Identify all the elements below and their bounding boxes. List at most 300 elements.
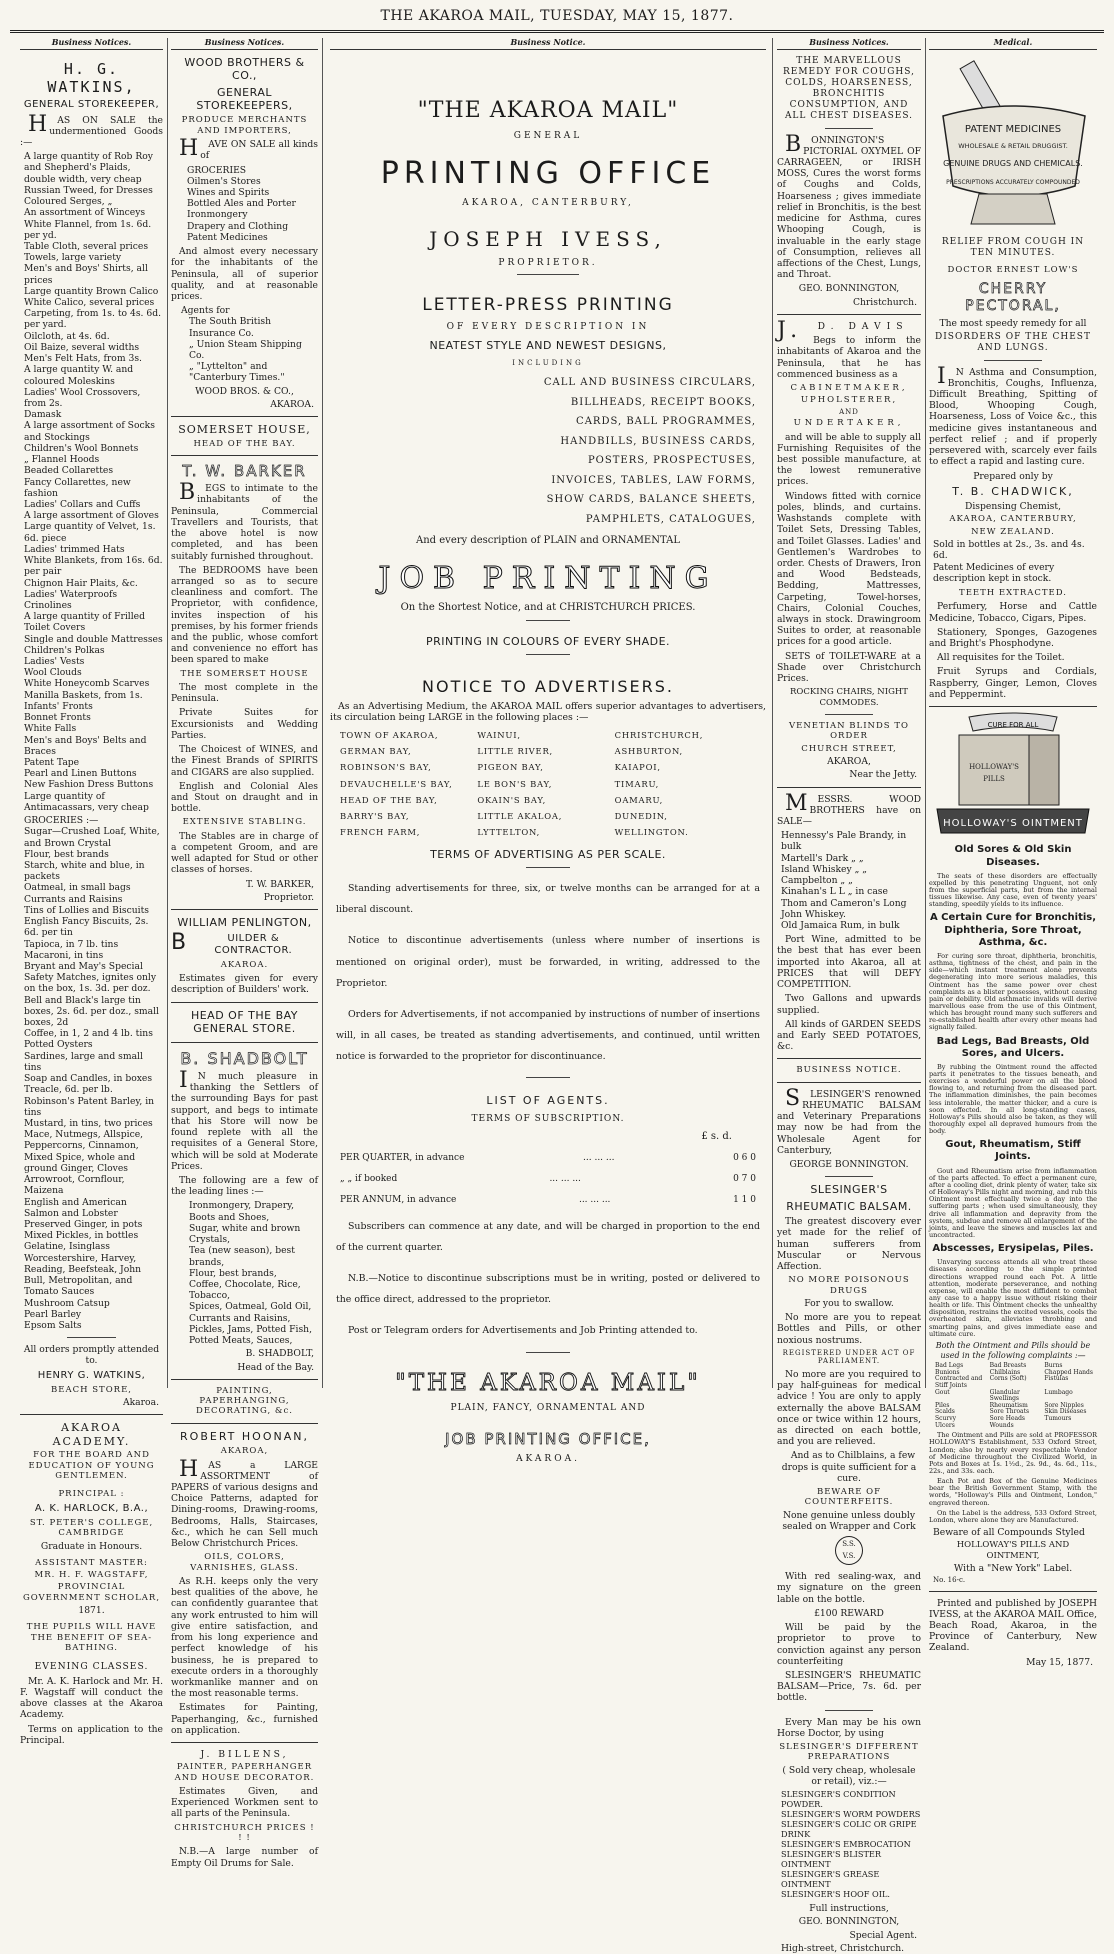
column-heading: Business Notice. (330, 38, 766, 50)
list-item: Beaded Collarettes (24, 465, 114, 477)
speedy-line: The most speedy remedy for all (939, 318, 1087, 330)
town-item: TOWN OF AKAROA, (340, 729, 439, 740)
list-item: Children's Polkas (24, 644, 105, 656)
complaint-item: Glandular Swellings (989, 1388, 1020, 1403)
printing-lines (330, 373, 766, 529)
complaint-item: Burns (1044, 1362, 1063, 1370)
slesinger-agent: GEORGE BONNINGTON. (789, 1159, 909, 1171)
signature-name: HENRY G. WATKINS, (37, 1369, 146, 1381)
list-item: Ladies' Wool Crossovers, from 2s. (24, 386, 141, 409)
list-item: Ladies' trimmed Hats (24, 543, 125, 555)
neatest-style: NEATEST STYLE AND NEWEST DESIGNS, (429, 339, 667, 353)
hoonan-text: As R.H. keeps only the very best qualities of the above, he can confidently guarantee that any work entrusted to him will give entire satisfaction, and from his long experience and perfect knowledge of his business, he is prepared to execute orders in a thoroughly workmanlike manner and on the most reasonable terms. (171, 1576, 318, 1700)
town-item: TIMARU, (614, 778, 660, 789)
list-item: White Flannel, from 1s. 6d. per yd. (24, 218, 152, 241)
town-item: CHRISTCHURCH, (614, 729, 704, 740)
stationery-text: Stationery, Sponges, Gazogenes and Bright's Phosphodyne. (929, 626, 1097, 649)
hoonan-text: HAS a LARGE ASSORTMENT of PAPERS of various designs and Choice Patterns, adapted for Dining-rooms, Drawing-rooms, Bedrooms, Halls, Staircases, &c., which he can Sell much Below Christchurch Prices. (171, 1456, 318, 1550)
cabinetmaker: CABINETMAKER, (790, 382, 908, 393)
principal-honours: Graduate in Honours. (40, 1540, 143, 1552)
masthead-rule (10, 30, 1104, 33)
list-item: SLESINGER'S HOOF OIL. (781, 1889, 891, 1900)
horse-doctor-text: Every Man may be his own Horse Doctor, by using (777, 1716, 921, 1739)
subscription-label: PER QUARTER, in advance (340, 1152, 465, 1163)
patent-line: Patent Medicines of every description kept in stock. (933, 561, 1055, 584)
subscription-value: 1 1 0 (733, 1194, 756, 1205)
list-item: „ "Lyttelton" and "Canterbury Times." (189, 361, 285, 384)
complaint-item: Wounds (989, 1421, 1014, 1429)
proprietor-name: JOSEPH IVESS, (429, 227, 667, 252)
agents-heading: LIST OF AGENTS. (486, 1094, 610, 1108)
column-divider (322, 38, 323, 1388)
list-item: Epsom Salts (24, 1319, 82, 1331)
doctor-name: DOCTOR ERNEST LOW'S (947, 264, 1079, 275)
painting-title: PAINTING, PAPERHANGING, DECORATING, &c. (196, 1385, 293, 1417)
list-item: Wines and Spirits (187, 186, 270, 198)
bad-legs-text: By rubbing the Ointment round the affected parts it penetrates to the tissues beneath, and exercises a wonderful power on all the blood flowing to, and returning from the diseased part. The inflammation diminishes, the pain becomes less intolerable, the matter thicker, and a cure is soon effected. In all long-standing cases, Holloway's Pills should also be taken, as they will thoroughly expel all depraved humours from the body. (929, 1062, 1097, 1136)
town-item: WELLINGTON. (614, 827, 689, 838)
billens-subtitle: PAINTER, PAPERHANGER AND HOUSE DECORATOR. (174, 1762, 315, 1783)
list-item: English Fancy Biscuits, 2s. 6d. per tin (24, 916, 149, 939)
town-item: PIGEON BAY, (477, 762, 544, 773)
lsd-header: £ s. d. (701, 1130, 732, 1142)
town-item: KAIAPOI, (614, 762, 661, 773)
list-item: Pickles, Jams, Potted Fish, (189, 1323, 313, 1335)
wood-brothers-intro: MESSRS. WOOD BROTHERS have on SALE— (777, 790, 921, 828)
list-item: Mixed Pickles, in bottles (24, 1230, 139, 1242)
genuine-line: None genuine unless doubly sealed on Wrapper and Cork (782, 1509, 916, 1532)
billens-name: J. BILLENS, (200, 1749, 289, 1761)
town-item: WAINUI, (477, 729, 521, 740)
complaint-item: Sore Throats (989, 1408, 1030, 1416)
plain-fancy: PLAIN, FANCY, ORNAMENTAL AND (450, 1402, 646, 1413)
list-item: CALL AND BUSINESS CIRCULARS, (543, 377, 756, 389)
list-item: Oatmeal, in small bags (24, 882, 131, 894)
general-label: GENERAL (513, 130, 583, 141)
davis-text: Begs to inform the inhabitants of Akaroa and the Peninsula, that he has commenced business as a (777, 335, 921, 380)
hoonan-oils: OILS, COLORS, VARNISHES, GLASS. (190, 1552, 299, 1573)
list-item: Coffee, Chocolate, Rice, Tobacco, (189, 1278, 301, 1302)
list-item: Potted Meats, Sauces, (189, 1335, 293, 1347)
mail-heading: "THE AKAROA MAIL" (395, 1369, 701, 1396)
hoonan-town: AKAROA, (220, 1446, 269, 1457)
list-item: Sardines, large and small tins (24, 1050, 143, 1073)
bottles-text: No more are you to repeat Bottles and Pills, or other noxious nostrums. (777, 1312, 921, 1346)
syrups-text: Fruit Syrups and Cordials, Raspberry, Ginger, Lemon, Cloves and Peppermint. (929, 666, 1097, 700)
paper-title: "THE AKAROA MAIL" (417, 97, 679, 123)
business-notice: BUSINESS NOTICE. (796, 1065, 902, 1076)
complaint-item: Piles (935, 1401, 950, 1409)
list-item: Robinson's Patent Barley, in tins (24, 1095, 155, 1118)
divider (825, 1176, 874, 1177)
list-item: Ladies' Waterproofs (24, 588, 118, 600)
list-item: PAMPHLETS, CATALOGUES, (585, 513, 756, 525)
list-item: Thom and Cameron's Long John Whiskey. (781, 897, 907, 920)
divider (171, 455, 318, 456)
column-heading: Business Notices. (171, 38, 318, 50)
list-item: Pearl and Linen Buttons (24, 768, 137, 780)
list-item: White Honeycomb Scarves (24, 678, 150, 690)
price-text: SLESINGER'S RHEUMATIC BALSAM—Price, 7s. 6d. per bottle. (777, 1669, 921, 1704)
list-item: Ladies' Collars and Cuffs (24, 498, 141, 510)
signature-town: Akaroa. (122, 1397, 159, 1409)
list-item: „ Flannel Hoods (24, 454, 100, 466)
notice-heading: NOTICE TO ADVERTISERS. (422, 677, 674, 697)
list-item: Russian Tweed, for Dresses (24, 184, 153, 196)
town-item: OKAIN'S BAY, (477, 794, 547, 805)
list-item: Manilla Baskets, from 1s. (24, 689, 143, 701)
town-item: LYTTELTON, (477, 827, 541, 838)
seal-icon: S.S. V.S. (835, 1536, 863, 1565)
job-office-heading: JOB PRINTING OFFICE, (445, 1429, 651, 1448)
builder-town: AKAROA. (220, 959, 269, 970)
column-divider (772, 38, 773, 1388)
column-5 (929, 37, 1097, 1668)
groceries-heading: GROCERIES :— (24, 815, 99, 827)
divider (517, 274, 578, 275)
town-item: LE BON'S BAY, (477, 778, 553, 789)
complaint-item: Ulcers (935, 1421, 955, 1429)
list-item: Currants and Raisins (24, 893, 123, 905)
divider (929, 1591, 1097, 1592)
complaint-item: Bunions (935, 1368, 960, 1376)
divider (825, 1710, 874, 1711)
list-item: English and American Salmon and Lobster (24, 1196, 127, 1219)
complaint-item: Tumours (1044, 1415, 1072, 1423)
colours-line: PRINTING IN COLOURS OF EVERY SHADE. (425, 635, 671, 649)
list-item: Crinolines (24, 599, 72, 611)
list-item: Kinahan's L L „ in case (781, 886, 888, 898)
mortar-label: WHOLESALE & RETAIL DRUGGIST. (958, 141, 1068, 150)
town-item: OAMARU, (614, 794, 664, 805)
list-item: A large assortment of Socks and Stockings (24, 420, 155, 443)
swallow-line: For you to swallow. (804, 1297, 894, 1309)
divider (825, 714, 874, 715)
assistant-name: MR. H. F. WAGSTAFF, (34, 1570, 149, 1581)
mortar-label: PATENT MEDICINES (964, 123, 1062, 135)
builder-title: BUILDER & CONTRACTOR. (171, 929, 293, 956)
pectoral-heading: CHERRY PECTORAL, (965, 281, 1061, 315)
watkins-title: GENERAL STOREKEEPER, (23, 99, 160, 111)
list-item: Wool Clouds (24, 667, 82, 679)
list-item: A large assortment of Gloves (24, 510, 159, 522)
town-item: ROBINSON'S BAY, (340, 762, 432, 773)
list-item: Flour, best brands, (189, 1267, 277, 1279)
subscription-heading: TERMS OF SUBSCRIPTION. (471, 1113, 625, 1124)
chadwick-town: AKAROA, CANTERBURY, (949, 514, 1077, 525)
list-item: Pearl Barley (24, 1308, 82, 1320)
sold-line: ( Sold very cheap, wholesale or retail), viz.:— (782, 1764, 916, 1787)
list-item: Towels, large variety (24, 252, 122, 264)
divider (171, 1002, 318, 1003)
list-item: Tea (new season), best brands, (189, 1245, 295, 1268)
subscription-value: 0 7 0 (733, 1173, 756, 1184)
teeth-extracted: TEETH EXTRACTED. (959, 587, 1067, 598)
church-street: CHURCH STREET, (801, 743, 897, 754)
complaint-item: Bad Breasts (989, 1362, 1027, 1370)
list-item: Bottled Ales and Porter (187, 198, 296, 210)
barker-text: The BEDROOMS have been arranged so as to secure cleanliness and comfort. The Proprietor, with confidence, invites inspection of his premises, by his former friends and the public, whose comfort and convenience no effort has been spared to make (171, 564, 318, 666)
list-item: Bell and Black's large tin boxes, 2s. 6d. per doz., small boxes, 2d (24, 994, 159, 1029)
perfumery-text: Perfumery, Horse and Cattle Medicine, Tobacco, Cigars, Pipes. (929, 601, 1097, 624)
complaint-item: Chapped Hands (1044, 1368, 1093, 1376)
slesinger-text: SLESINGER'S renowned RHEUMATIC BALSAM and Veterinary Preparations may now be had from the Wholesale Agent for Canterbury, (777, 1085, 921, 1156)
evening-classes: EVENING CLASSES. (34, 1661, 149, 1673)
port-text: Port Wine, admitted to be the best that has ever been imported into Akaroa, all at PRICES that will DEFY COMPETITION. (777, 934, 921, 991)
near-jetty: Near the Jetty. (849, 769, 917, 781)
shadbolt-signature: B. SHADBOLT, (245, 1348, 314, 1360)
list-item: Campbelton „ „ (781, 875, 853, 887)
bonnington-town: Christchurch. (852, 296, 917, 308)
town-item: DUNEDIN, (614, 811, 668, 822)
list-item: POSTERS, PROSPECTUSES, (587, 455, 756, 467)
column-3 (330, 37, 766, 1464)
list-item: White Blankets, from 16s. 6d. per pair (24, 555, 163, 578)
list-item: Large quantity of Antimacassars, very cheap (24, 790, 149, 813)
hoonan-text: Estimates for Painting, Paperhanging, &c., furnished on application. (171, 1702, 318, 1736)
issue-number: No. 16-c. (933, 1576, 966, 1585)
goods-list (20, 151, 163, 813)
column-divider (925, 38, 926, 1388)
chilblains-text: And as to Chilblains, a few drops is quite sufficient for a cure. (781, 1450, 917, 1484)
complaint-item: Sore Heads (989, 1415, 1025, 1423)
wood-intro: HAVE ON SALE all kinds of (179, 136, 318, 162)
divider (20, 1414, 163, 1415)
terms-text: Standing advertisements for three, six, or twelve months can be arranged for at a liberal discount. (336, 883, 760, 916)
list-item: Potted Oysters (24, 1039, 93, 1051)
complaint-item: Gout (935, 1388, 950, 1396)
barker-text: Private Suites for Excursionists and Wedding Parties. (171, 707, 318, 741)
divider (777, 787, 921, 788)
imprint-text: Printed and published by JOSEPH IVESS, at the AKAROA MAIL Office, Beach Road, Akaroa, in the Province of Canterbury, New Zealand. (929, 1597, 1097, 1654)
slesinger-heading: SLESINGER'S (810, 1183, 888, 1197)
subscription-text: Subscribers can commence at any date, and will be charged in proportion to the end of the current quarter. (336, 1220, 760, 1253)
column-1 (20, 37, 163, 1746)
subscription-row (340, 1195, 756, 1206)
town-item: DEVAUCHELLE'S BAY, (340, 778, 453, 789)
list-item: Patent Tape (24, 757, 80, 768)
preparations-heading: SLESINGER'S DIFFERENT PREPARATIONS (779, 1742, 919, 1763)
office-location: AKAROA, CANTERBURY, (462, 198, 634, 209)
list-item: Soap and Candles, in boxes (24, 1073, 153, 1085)
list-item: Ironmongery (187, 209, 248, 221)
head-bay-title: HEAD OF THE BAY GENERAL STORE. (190, 1008, 299, 1036)
mortar-label: PRESCRIPTIONS ACCURATELY COMPOUNDED (946, 178, 1080, 186)
complaint-item: Lumbago (1044, 1388, 1073, 1396)
pupils-note: THE PUPILS WILL HAVE THE BENEFIT OF SEA-BATHING. (26, 1622, 157, 1654)
barker-name: T. W. BARKER (182, 461, 307, 480)
divider (67, 1337, 116, 1338)
wax-text: With red sealing-wax, and my signature on the green lable on the bottle. (777, 1571, 921, 1605)
list-item: Children's Wool Bonnets (24, 442, 139, 454)
job-printing-heading: JOB PRINTING (378, 561, 718, 597)
sold-line: Sold in bottles at 2s., 3s. and 4s. 6d. (933, 539, 1085, 562)
list-item: Oil Baize, several widths (24, 341, 140, 353)
seeds-text: All kinds of GARDEN SEEDS and Early SEED POTATOES, &c. (777, 1018, 921, 1053)
every-description-note: And every description of PLAIN and ORNAMENTAL (416, 535, 680, 547)
agents-for: Agents for (181, 305, 230, 317)
town-item: LITTLE AKALOA, (477, 811, 563, 822)
balsam-heading: RHEUMATIC BALSAM. (786, 1199, 912, 1213)
bronchitis-heading: A Certain Cure for Bronchitis, Diphtheria, Sore Throat, Asthma, &c. (929, 912, 1097, 948)
builder-text: Estimates given for every description of Builders' work. (171, 973, 318, 996)
subscription-text: N.B.—Notice to discontinue subscriptions must be in writing, posted or delivered to the office direct, addressed to the proprietor. (336, 1273, 760, 1306)
column-4 (777, 37, 921, 1954)
no-more-text: No more are you required to pay half-guineas for medical advice ! You are only to apply externally the above BALSAM once or twice within 12 hours, as directed on each bottle, and you are relieved. (777, 1368, 921, 1448)
list-item: Ladies' Vests (24, 656, 85, 668)
venetian-blinds: VENETIAN BLINDS TO ORDER (789, 721, 909, 742)
complaint-item: Scurvy (935, 1415, 956, 1423)
imprint-date: May 15, 1877. (1026, 1656, 1093, 1668)
terms-heading: TERMS OF ADVERTISING AS PER SCALE. (430, 847, 666, 861)
office-town: AKAROA. (516, 1453, 580, 1464)
list-item: CARDS, BALL PROGRAMMES, (576, 416, 756, 428)
wood-name: WOOD BROTHERS & CO., (184, 55, 305, 83)
divider (526, 620, 570, 621)
gout-heading: Gout, Rheumatism, Stiff Joints. (945, 1139, 1081, 1163)
hoonan-name: ROBERT HOONAN, (180, 1429, 309, 1443)
list-item: SLESINGER'S COLIC OR GRIPE DRINK (781, 1819, 917, 1840)
subscription-table (340, 1153, 756, 1206)
groceries-list (20, 826, 163, 1331)
shadbolt-name: B. SHADBOLT (180, 1048, 309, 1068)
divider (929, 706, 1097, 707)
barker-proprietor: Proprietor. (263, 891, 314, 903)
list-item: An assortment of Winceys (24, 207, 146, 219)
spirits-list (777, 830, 921, 920)
notice-text: As an Advertising Medium, the AKAROA MAIL offers superior advantages to advertisers, its circulation being LARGE in the following places :— (330, 701, 766, 724)
divider (777, 314, 921, 315)
principal-college: ST. PETER'S COLLEGE, CAMBRIDGE (29, 1517, 154, 1539)
divider (171, 416, 318, 417)
complaint-item: Sore Nipples (1044, 1401, 1084, 1409)
mortar-label: GENUINE DRUGS AND CHEMICALS. (943, 158, 1083, 168)
list-item: Treacle, 6d. per lb. (24, 1084, 113, 1096)
divider (777, 1082, 921, 1083)
complaint-item: Chilblains (989, 1368, 1021, 1376)
list-item: Tins of Lollies and Biscuits (24, 904, 150, 916)
column-heading: Business Notices. (20, 38, 163, 50)
proprietor-label: PROPRIETOR. (498, 257, 598, 268)
list-item: BILLHEADS, RECEIPT BOOKS, (570, 396, 756, 408)
new-york-label: With a "New York" Label. (953, 1562, 1073, 1574)
christchurch-prices: CHRISTCHURCH PRICES ! ! ! (174, 1822, 315, 1844)
shortest-notice: On the Shortest Notice, and at CHRISTCHURCH PRICES. (400, 601, 696, 613)
label-text: On the Label is the address, 533 Oxford Street, London, where alone they are Manufactured. (929, 1508, 1097, 1524)
list-item: Arrowroot, Cornflour, Maizena (24, 1174, 125, 1197)
davis-town: AKAROA, (827, 756, 871, 768)
list-item: „ Union Steam Shipping Co. (189, 338, 302, 362)
list-item: New Fashion Dress Buttons (24, 779, 154, 791)
assistant-title: PROVINCIAL GOVERNMENT SCHOLAR, (22, 1582, 161, 1603)
town-item: HEAD OF THE BAY, (340, 794, 438, 805)
new-zealand: NEW ZEALAND. (971, 526, 1055, 537)
rum-line: Old Jamaica Rum, in bulk (781, 920, 900, 931)
holloway-ointment-illustration (929, 713, 1097, 837)
subscription-dots: ... ... ... (578, 1194, 611, 1205)
academy-title: AKAROA ACADEMY. (52, 1421, 131, 1448)
no-more-drugs: NO MORE POISONOUS DRUGS (788, 1275, 910, 1296)
billens-note: N.B.—A large number of Empty Oil Drums for Sale. (171, 1846, 318, 1869)
list-item: Macaroni, in tins (24, 949, 104, 961)
divider (171, 1042, 318, 1043)
divider (825, 128, 874, 129)
list-item: A large quantity W. and coloured Moleskins (24, 364, 134, 387)
complaint-item: Rheumatism (989, 1401, 1028, 1409)
printing-office: PRINTING OFFICE (380, 155, 716, 191)
rocking-chairs: ROCKING CHAIRS, NIGHT COMMODES. (790, 687, 908, 708)
signature-place: BEACH STORE, (51, 1384, 132, 1395)
undertaker: UNDERTAKER, (793, 418, 905, 429)
list-item: Patent Medicines (187, 231, 268, 243)
address-line: High-street, Christchurch. (781, 1942, 905, 1954)
subscription-row (340, 1174, 756, 1185)
terms-note: Terms on application to the Principal. (20, 1723, 163, 1746)
list-item: A large quantity of Frilled Toilet Covers (24, 611, 145, 634)
list-item: Men's and Boys' Shirts, all prices (24, 263, 148, 286)
full-instructions: Full instructions, (809, 1903, 889, 1915)
assistant-label: ASSISTANT MASTER: (35, 1557, 148, 1568)
barker-text: The Choicest of WINES, and the Finest Brands of SPIRITS and CIGARS are also supplied. (171, 744, 318, 778)
shadbolt-lines (171, 1200, 318, 1346)
list-item: Boots and Shoes, (189, 1211, 270, 1223)
terms-text: Notice to discontinue advertisements (unless where number of insertions is mentioned on original order), must be forwarded, in writing, addressed to the Proprietor. (336, 935, 760, 989)
list-item: Chignon Hair Plaits, &c. (24, 577, 138, 589)
pectoral-text: IN Asthma and Consumption, Bronchitis, Coughs, Influenza, Difficult Breathing, Spitting of Blood, Whooping Cough, Hoarseness, Loss of Voice &c., this medicine gives instantaneous and perfect relief ; and if properly persevered with, scarcely ever fails to effect a rapid and lasting cure. (929, 363, 1097, 468)
bad-legs-heading: Bad Legs, Bad Breasts, Old Sores, and Ulcers. (936, 1035, 1090, 1059)
barker-text: English and Colonial Ales and Stout on draught and in bottle. (171, 780, 318, 815)
list-item: Spices, Oatmeal, Gold Oil, (189, 1301, 312, 1313)
list-item: Men's Felt Hats, from 3s. (24, 353, 142, 365)
chemist-title: Dispensing Chemist, (965, 501, 1061, 513)
list-item: Tapioca, in 7 lb. tins (24, 938, 119, 950)
and-label: AND (839, 407, 859, 416)
town-item: FRENCH FARM, (340, 827, 421, 838)
complaint-item: Fistulas (1044, 1375, 1069, 1383)
complaint-item: Bad Legs (935, 1362, 964, 1370)
towns-list (336, 730, 748, 838)
agencies-list (171, 316, 318, 383)
davis-text: and will be able to supply all Furnishing Requisites of the best possible manufacture, at the lowest remunerative prices. (777, 431, 921, 488)
town-item: ASHBURTON, (614, 746, 684, 757)
list-item: Bryant and May's Special Safety Matches, ignites only on the box, 1s. 3d. per doz. (24, 960, 157, 995)
subscription-label: „ „ if booked (340, 1173, 398, 1184)
divider (171, 1742, 318, 1743)
wood-signature: WOOD BROS. & CO., (195, 385, 294, 397)
sold-at-text: The Ointment and Pills are sold at PROFESSOR HOLLOWAY'S Establishment, 533 Oxford Street, London; also by nearly every respectable Vendor of Medicine throughout the Civilized World, in Pots and Boxes at 1s. 1½d., 2s. 9d., 4s. 6d., 11s., 22s., and 33s. each. (929, 1431, 1097, 1475)
box-label: PILLS (983, 775, 1005, 784)
list-item: A large quantity of Rob Roy and Shepherd's Plaids, double width, very cheap (24, 151, 153, 185)
assistant-year: 1871. (78, 1605, 105, 1617)
upholsterer: UPHOLSTERER, (800, 395, 898, 406)
shadbolt-text: IN much pleasure in thanking the Settlers of the surrounding Bays for past support, and begs to intimate that his Store will now be found replete with all the requisites of a General Store, which will be sold at Moderate Prices. (171, 1068, 318, 1172)
list-item: HANDBILLS, BUSINESS CARDS, (560, 435, 756, 447)
column-heading: Medical. (929, 38, 1097, 50)
town-item: BARRY'S BAY, (340, 811, 410, 822)
full-signature: GEO. BONNINGTON, (798, 1916, 900, 1928)
orders-note: All orders promptly attended to. (23, 1344, 160, 1367)
principal-label: PRINCIPAL : (58, 1489, 125, 1500)
balsam-text: The greatest discovery ever yet made for the relief of human sufferers from Muscular or Nervous Affection. (777, 1216, 921, 1272)
requisites-text: All requisites for the Toilet. (937, 652, 1065, 664)
old-sores-heading: Old Sores & Old Skin Diseases. (954, 844, 1072, 868)
list-item: INVOICES, TABLES, LAW FORMS, (551, 474, 756, 486)
list-item: Large quantity Brown Calico (24, 285, 159, 297)
each-pot-text: Each Pot and Box of the Genuine Medicines bear the British Government Stamp, with the words, "Holloway's Pills and Ointment, London," engraved thereon. (929, 1477, 1097, 1507)
subscription-label: PER ANNUM, in advance (340, 1194, 457, 1205)
list-item: Fancy Collarettes, new fashion (24, 476, 131, 499)
barker-signature: T. W. BARKER, (245, 878, 314, 890)
